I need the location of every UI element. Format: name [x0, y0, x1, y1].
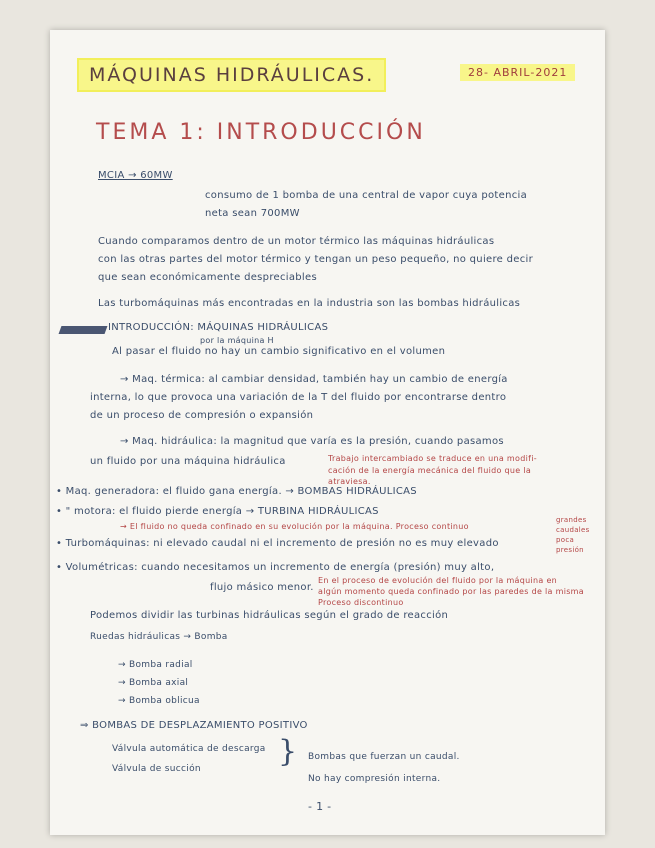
note-line: por la máquina H: [200, 336, 274, 345]
date-label: 28- ABRIL-2021: [460, 64, 575, 81]
annotation: → El fluido no queda confinado en su evolución por la máquina. Proceso continuo: [120, 522, 469, 531]
list-item: → Bomba oblicua: [118, 696, 200, 706]
note-line: un fluido por una máquina hidráulica: [90, 456, 286, 467]
note-line: • Volumétricas: cuando necesitamos un incremento de energía (presión) muy alto,: [56, 562, 495, 573]
note-line: interna, lo que provoca una variación de la T del fluido por encontrarse dentro: [90, 392, 507, 403]
note-line: neta sean 700MW: [205, 208, 300, 219]
note-line: • Maq. generadora: el fluido gana energía. → BOMBAS HIDRÁULICAS: [56, 486, 417, 497]
note-line: Válvula de succión: [112, 764, 201, 774]
annotation: En el proceso de evolución del fluido por la máquina en: [318, 576, 558, 585]
note-line: que sean económicamente despreciables: [98, 272, 317, 283]
note-line: flujo másico menor.: [210, 582, 314, 593]
note-line: Las turbomáquinas más encontradas en la industria son las bombas hidráulicas: [98, 298, 521, 309]
note-line: → Maq. térmica: al cambiar densidad, también hay un cambio de energía: [120, 374, 508, 385]
note-line: consumo de 1 bomba de una central de vapor cuya potencia: [205, 190, 528, 201]
annotation: cación de la energía mecánica del fluido que la: [328, 466, 532, 475]
side-note: presión: [556, 546, 584, 554]
note-line: • " motora: el fluido pierde energía → TURBINA HIDRÁULICAS: [56, 506, 379, 517]
note-line: MCIA → 60MW: [98, 170, 173, 181]
note-line: Válvula automática de descarga: [112, 744, 266, 754]
note-line: Al pasar el fluido no hay un cambio significativo en el volumen: [112, 346, 446, 357]
list-item: → Bomba radial: [118, 660, 193, 670]
note-line: con las otras partes del motor térmico y tengan un peso pequeño, no quiere decir: [98, 254, 533, 265]
page-number: - 1 -: [308, 800, 332, 813]
note-line: • Turbomáquinas: ni elevado caudal ni el incremento de presión no es muy elevado: [56, 538, 499, 549]
note-line: No hay compresión interna.: [308, 774, 441, 784]
note-line: → Maq. hidráulica: la magnitud que varía es la presión, cuando pasamos: [120, 436, 504, 447]
note-line: Podemos dividir las turbinas hidráulicas según el grado de reacción: [90, 610, 449, 621]
list-item: → Bomba axial: [118, 678, 189, 688]
annotation: Trabajo intercambiado se traduce en una modifi-: [328, 454, 537, 463]
notebook-page: [50, 30, 605, 835]
curly-brace-icon: }: [278, 734, 298, 769]
annotation: Proceso discontinuo: [318, 598, 404, 607]
section-heading: TEMA 1: INTRODUCCIÓN: [96, 120, 426, 145]
annotation: atraviesa.: [328, 477, 371, 486]
side-note: poca: [556, 536, 575, 544]
subheading: INTRODUCCIÓN: MÁQUINAS HIDRÁULICAS: [108, 322, 329, 333]
note-line: de un proceso de compresión o expansión: [90, 410, 314, 421]
page-title: MÁQUINAS HIDRÁULICAS.: [77, 58, 386, 92]
side-note: grandes: [556, 516, 587, 524]
annotation: algún momento queda confinado por las paredes de la misma: [318, 587, 584, 596]
note-line: Cuando comparamos dentro de un motor térmico las máquinas hidráulicas: [98, 236, 495, 247]
note-line: Bombas que fuerzan un caudal.: [308, 752, 460, 762]
side-note: caudales: [556, 526, 590, 534]
arrow-marker-icon: [59, 326, 108, 334]
subheading: ⇒ BOMBAS DE DESPLAZAMIENTO POSITIVO: [80, 720, 308, 731]
note-line: Ruedas hidráulicas → Bomba: [90, 632, 228, 642]
